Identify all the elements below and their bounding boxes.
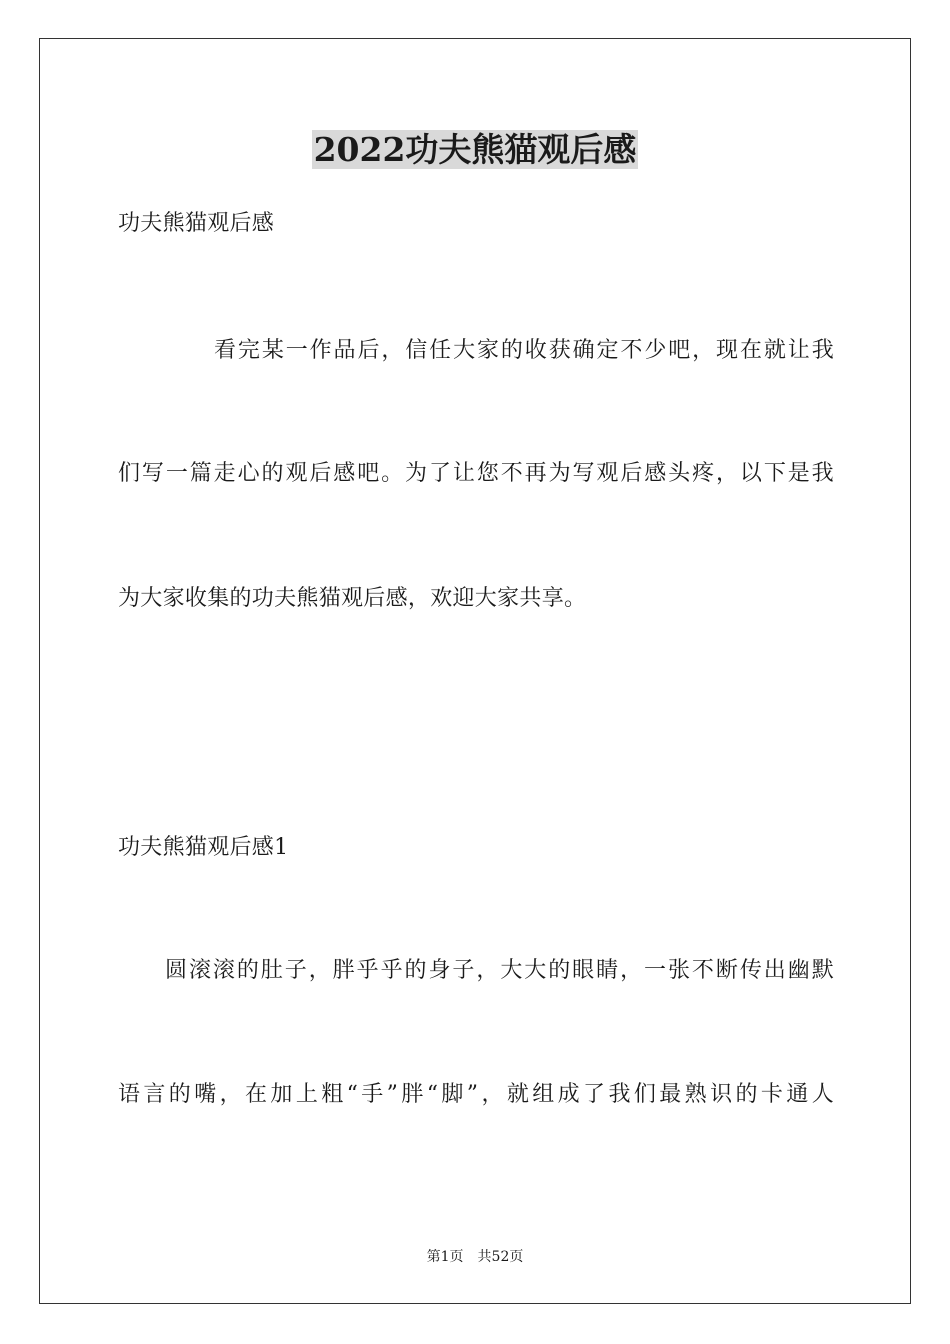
document-title: [0, 128, 950, 172]
paragraph-line: 为大家收集的功夫熊猫观后感，欢迎大家共享。: [118, 586, 587, 611]
paragraph-line: 看完某一作品后，信任大家的收获确定不少吧，现在就让我: [214, 338, 834, 363]
paragraph-line: 圆滚滚的肚子，胖乎乎的身子，大大的眼睛，一张不断传出幽默: [165, 958, 834, 983]
document-title-text: 2022功夫熊猫观后感: [313, 130, 637, 169]
paragraph-line: 们写一篇走心的观后感吧。为了让您不再为写观后感头疼，以下是我: [118, 461, 834, 486]
page-total: 共52页: [477, 1249, 524, 1265]
section-heading: 功夫熊猫观后感: [118, 211, 275, 236]
section-heading: 功夫熊猫观后感1: [118, 835, 289, 860]
page-footer: [0, 1247, 950, 1267]
paragraph-line: 语言的嘴，在加上粗“手”胖“脚”，就组成了我们最熟识的卡通人: [118, 1082, 834, 1107]
page-number: 第1页: [426, 1249, 464, 1265]
